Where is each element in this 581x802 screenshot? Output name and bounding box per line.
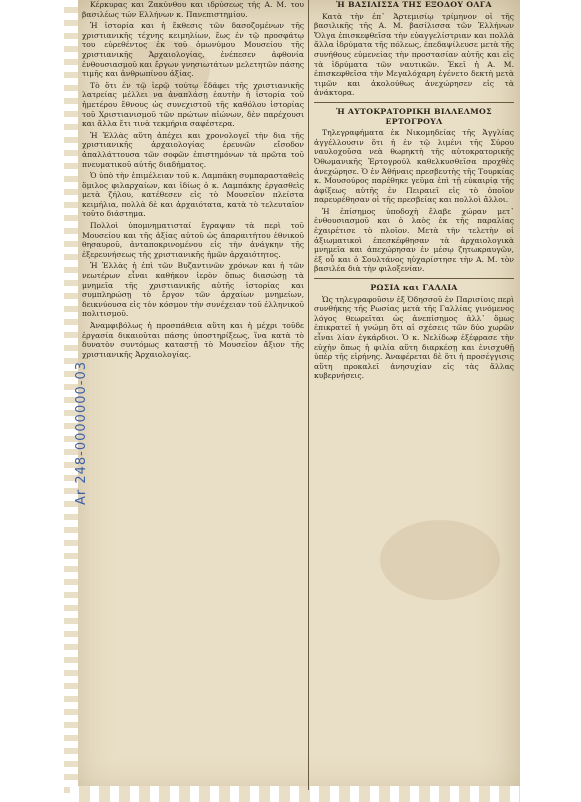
section-divider (314, 278, 514, 279)
article-paragraph: Ἡ Ἑλλὰς αὕτη ἀπέχει και χρονολογεῖ τὴν δια τῆς χριστιανικῆς ἀρχαιολογίας ἐρευνῶν εἴσοδον ἀπαλλάττουσα τῶν σοφῶν ἐπιστημόνων τὰ πρῶτα τοῦ πνευματικοῦ αὐτῆς διαδήματος. (82, 130, 304, 169)
archive-stamp: Ar 248-0000000-03 (74, 360, 89, 505)
section-divider (314, 102, 514, 103)
section-heading: Ἡ ΒΑΣΙΛΙΣΣΑ ΤΗΣ ΕΞΟΔΟΥ ΟΛΓΑ (336, 0, 492, 9)
article-paragraph: Κατὰ τὴν ἐπ᾿ Ἀρτεμισίῳ τρίμηνον οἱ τῆς βασιλικῆς τῆς Α. Μ. βασίλισσα τῶν Ἑλλήνων Ὄλγα ἐπισκεφθεῖσα τὴν εὐαγγελίστριαν και πολλὰ ἄλλα ἱδρύματα τῆς πόλεως, ἐπεδαψίλευσε μετὰ τῆς συνήθους εὐμενείας τὴν προστασίαν αὐτῆς και εἰς τὰ ἱδρύματα τῶν ναυτικῶν. Ἐκεῖ ἡ Α. Μ. ἐπισκεφθεῖσα τὴν Μεγαλόχαρη ἐγένετο δεκτὴ μετὰ τιμῶν και ἀκολούθως ἀνεχώρησεν εἰς τὰ ἀνάκτορα. (314, 11, 514, 98)
left-column (82, 0, 304, 790)
article-paragraph: Ἀναμφιβόλως ἡ προσπάθεια αὕτη και ἡ μέχρι τοῦδε ἐργασία δικαιοῦται πάσης ὑποστηρίξεως, ἵνα κατὰ τὸ δυνατὸν συντόμως καταστῇ τὸ Μουσεῖον ἄξιον τῆς χριστιανικῆς Ἀρχαιολογίας. (82, 321, 304, 359)
article-paragraph: Πολλοὶ ὑπομνηματισταί ἔγραψαν τὰ περὶ τοῦ Μουσείου και τῆς ἀξίας αὐτοῦ ὡς ἀπαραιτήτου ἐθνικοῦ θησαυροῦ, ἀνταποκρινομένου εἰς τὴν ἀνάγκην τῆς ἐξερευνήσεως τῆς χριστιανικῆς ἡμῶν ἀρχαιότητος. (82, 221, 304, 259)
article-paragraph: Τὸ ὅτι ἐν τῷ ἱερῷ τούτῳ ἔδάφει τῆς χριστιανικῆς λατρείας μέλλει να ἀναπλάσῃ ἑαυτὴν ἡ ἱστορία τοῦ ἡμετέρου ἔθνους ὡς συνεχιστοῦ τῆς καθόλου ἱστορίας τοῦ Χριστιανισμοῦ τῶν πρώτων αἰώνων, δὲν παρέχουσι και ἄλλα ἔτι τινὰ τεκμήρια σαφέστερα. (82, 80, 304, 129)
right-column (314, 0, 514, 790)
section-heading: Ἡ ΑΥΤΟΚΡΑΤΟΡΙΚΗ ΒΙΛΛΕΛΜΟΣ ΕΡΤΟΓΡΟΥΛ (336, 106, 492, 126)
article-paragraph: Ἡ ἐπίσημος ὑποδοχὴ ἔλαβε χώραν μετ᾿ ἐνθουσιασμοῦ και ὁ λαὸς ἐκ τῆς παραλίας ἐχαιρέτισε τὸ πλοῖον. Μετὰ τὴν τελετὴν οἱ ἀξιωματικοὶ ἐπεσκέφθησαν τὰ ἀρχαιολογικὰ μνημεῖα και ἀπεχώρησαν ἐν μέσῳ ζητωκραυγῶν, ἐξ οὗ και ὁ Σουλτάνος ηὐχαρίστησε τὴν Α. Μ. τὸν βασιλέα διὰ τὴν φιλοξενίαν. (314, 206, 514, 274)
article-paragraph: Ὡς τηλεγραφοῦσιν ἐξ Ὀδησσοῦ ἐν Παρισίοις περὶ συνθήκης τῆς Ρωσίας μετὰ τῆς Γαλλίας γινόμενος λόγος θεωρεῖται ὡς ἀνεπίσημος ἀλλ᾿ ὅμως ἐπικρατεῖ ἡ γνώμη ὅτι αἱ σχέσεις τῶν δύο χωρῶν εἶναι λίαν ἐγκάρδιοι. Ὁ κ. Νελίδωφ ἐξέφρασε τὴν εὐχὴν ὅπως ἡ φιλία αὕτη διαρκέσῃ και ἐνισχυθῇ ὑπὲρ τῆς εἰρήνης. Ἀναφέρεται δὲ ὅτι ἡ προσέγγισις αὕτη προκαλεῖ ἀνησυχίαν εἰς τὰς ἄλλας κυβερνήσεις. (314, 294, 514, 381)
section-heading: ΡΩΣΙΑ και ΓΑΛΛΙΑ (370, 283, 458, 293)
article-paragraph: Ἡ ἱστορία και ἡ ἔκθεσις τῶν δασοζομένων τῆς χριστιανικῆς τέχνης κειμηλίων, ἔως ἐν τῷ προσφάτῳ του εὑρεθέντος ἐκ τοῦ ὁμωνύμου Μουσείου τῆς χριστιανικῆς Ἀρχαιολογίας, ἐνέπεσεν ἀφθονία ἐνθουσιασμοῦ και ἔργων γνησιωτάτων μελετητῶν πάσης τιμῆς και ἀνθρωπίνου ἀξίας. (82, 21, 304, 79)
article-paragraph: Τηλεγραφήματα ἐκ Νικομηδείας τῆς Ἀγγλίας ἀγγέλλουσιν ὅτι ἡ ἐν τῷ λιμένι τῆς Σύρου ναυλοχοῦσα νεὰ θωρηκτὴ τῆς αὐτοκρατορικῆς Ὀθωμανικῆς Ἐρτογρούλ καθελκυσθεῖσα προχθὲς ἀνεχώρησε. Ὁ ἐν Ἀθήναις πρεσβευτὴς τῆς Τουρκίας κ. Μουσούρος παρέθηκε γεῦμα ἐπὶ τῇ εὐκαιρίᾳ τῆς ἀφίξεως αὐτῆς ἐν Πειραιεῖ εἰς τὸ ὁποῖον παρευρέθησαν οἱ τῆς πρεσβείας και πολλοὶ ἄλλοι. (314, 128, 514, 205)
article-paragraph: Ὁ ὑπὸ τὴν ἐπιμέλειαν τοῦ κ. Λαμπάκη συμπαρασταθεὶς ὅμιλος φιλαρχαίων, και ἰδίως ὁ κ. Λαμπάκης ἐργασθεὶς μετὰ ζήλου, κατέθεσεν εἰς τὸ Μουσεῖον πλείστα κειμήλια, πολλὰ δὲ και ἀρχαιότατα, κατὰ τὸ τελευταῖον τοῦτο διάστημα. (82, 171, 304, 219)
article-paragraph: Ἡ Ἑλλὰς ἡ ἐπὶ τῶν Βυζαντινῶν χρόνων και ἡ τῶν νεωτέρων εἶναι καθήκον ἱερὸν ὅπως διασώσῃ τὰ μνημεῖα τῆς χριστιανικῆς αὐτῆς ἱστορίας και συμπληρώσῃ τὸ ἔργον τῶν ἀρχαίων μνημείων, δεικνύουσα εἰς τὸν κόσμον τὴν συνέχειαν τοῦ ἑλληνικοῦ πολιτισμοῦ. (82, 261, 304, 319)
column-divider (308, 0, 309, 790)
article-paragraph: Κέρκυρας και Ζακύνθου και ιδρύσεως τής Α. Μ. του βασιλέως τών Ελλήνων κ. Πανεπιστημίου. (82, 0, 304, 19)
